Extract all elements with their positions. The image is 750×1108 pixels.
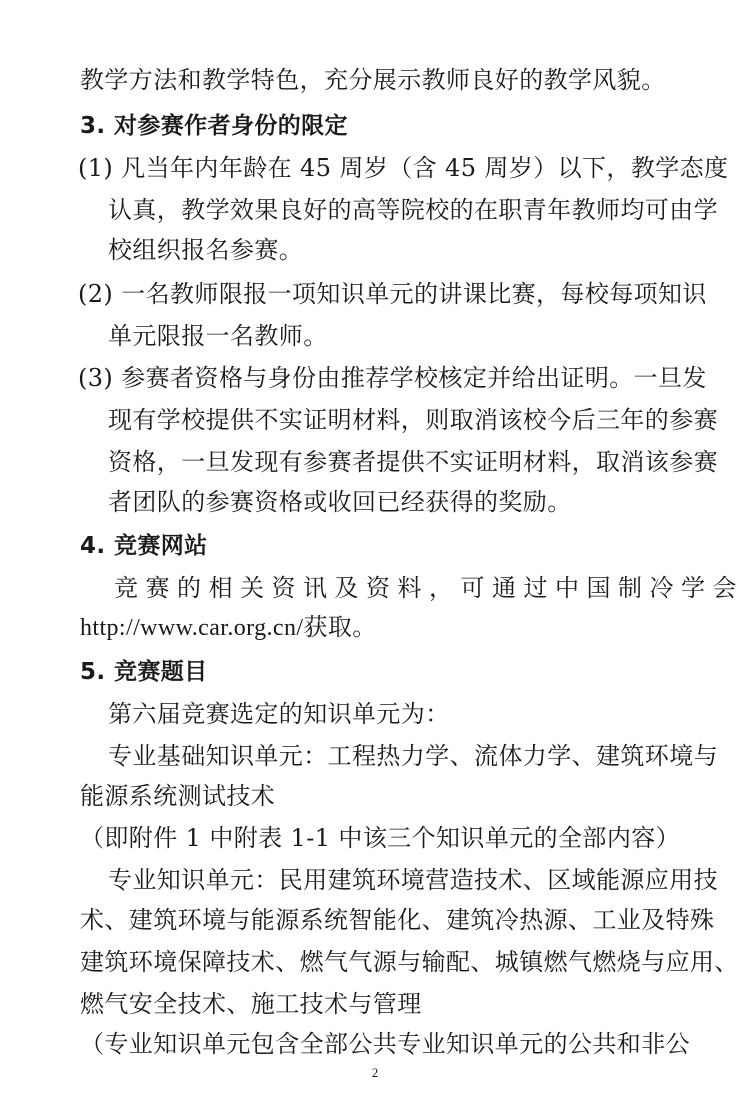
list-item-2-line: (2) 一名教师限报一项知识单元的讲课比赛，每校每项知识 [78, 280, 707, 308]
paragraph-line: 术、建筑环境与能源系统智能化、建筑冷热源、工业及特殊 [80, 906, 715, 934]
paragraph-line: （即附件 1 中附表 1-1 中该三个知识单元的全部内容） [80, 824, 681, 852]
section-heading-5: 5. 竞赛题目 [80, 659, 208, 685]
paragraph-line: 教学方法和教学特色，充分展示教师良好的教学风貌。 [80, 66, 666, 94]
list-item-3-line: (3) 参赛者资格与身份由推荐学校核定并给出证明。一旦发 [78, 364, 707, 392]
paragraph-line: （专业知识单元包含全部公共专业知识单元的公共和非公 [80, 1030, 690, 1058]
paragraph-line: 专业基础知识单元：工程热力学、流体力学、建筑环境与 [108, 742, 718, 770]
paragraph-line: 能源系统测试技术 [80, 782, 276, 810]
section-heading-4: 4. 竞赛网站 [80, 533, 208, 559]
website-url: http://www.car.org.cn/获取。 [80, 615, 377, 641]
list-item-2-line: 单元限报一名教师。 [108, 322, 328, 350]
list-item-1-line: 校组织报名参赛。 [108, 236, 304, 264]
page-number: 2 [371, 1065, 379, 1080]
paragraph-line: 第六届竞赛选定的知识单元为： [108, 700, 450, 728]
paragraph-line: 建筑环境保障技术、燃气气源与输配、城镇燃气燃烧与应用、 [80, 948, 739, 976]
list-item-3-line: 者团队的参赛资格或收回已经获得的奖励。 [108, 488, 572, 516]
list-item-3-line: 资格，一旦发现有参赛者提供不实证明材料，取消该参赛 [108, 448, 718, 476]
paragraph-line: 竞赛的相关资讯及资料，可通过中国制冷学会 [114, 574, 744, 602]
list-item-1-line: 认真，教学效果良好的高等院校的在职青年教师均可由学 [108, 196, 718, 224]
paragraph-line: 专业知识单元：民用建筑环境营造技术、区域能源应用技 [108, 866, 718, 894]
list-item-1-line: (1) 凡当年内年龄在 45 周岁（含 45 周岁）以下，教学态度 [78, 154, 729, 182]
section-heading-3: 3. 对参赛作者身份的限定 [80, 113, 348, 139]
list-item-3-line: 现有学校提供不实证明材料，则取消该校今后三年的参赛 [108, 406, 718, 434]
paragraph-line: 燃气安全技术、施工技术与管理 [80, 990, 422, 1018]
